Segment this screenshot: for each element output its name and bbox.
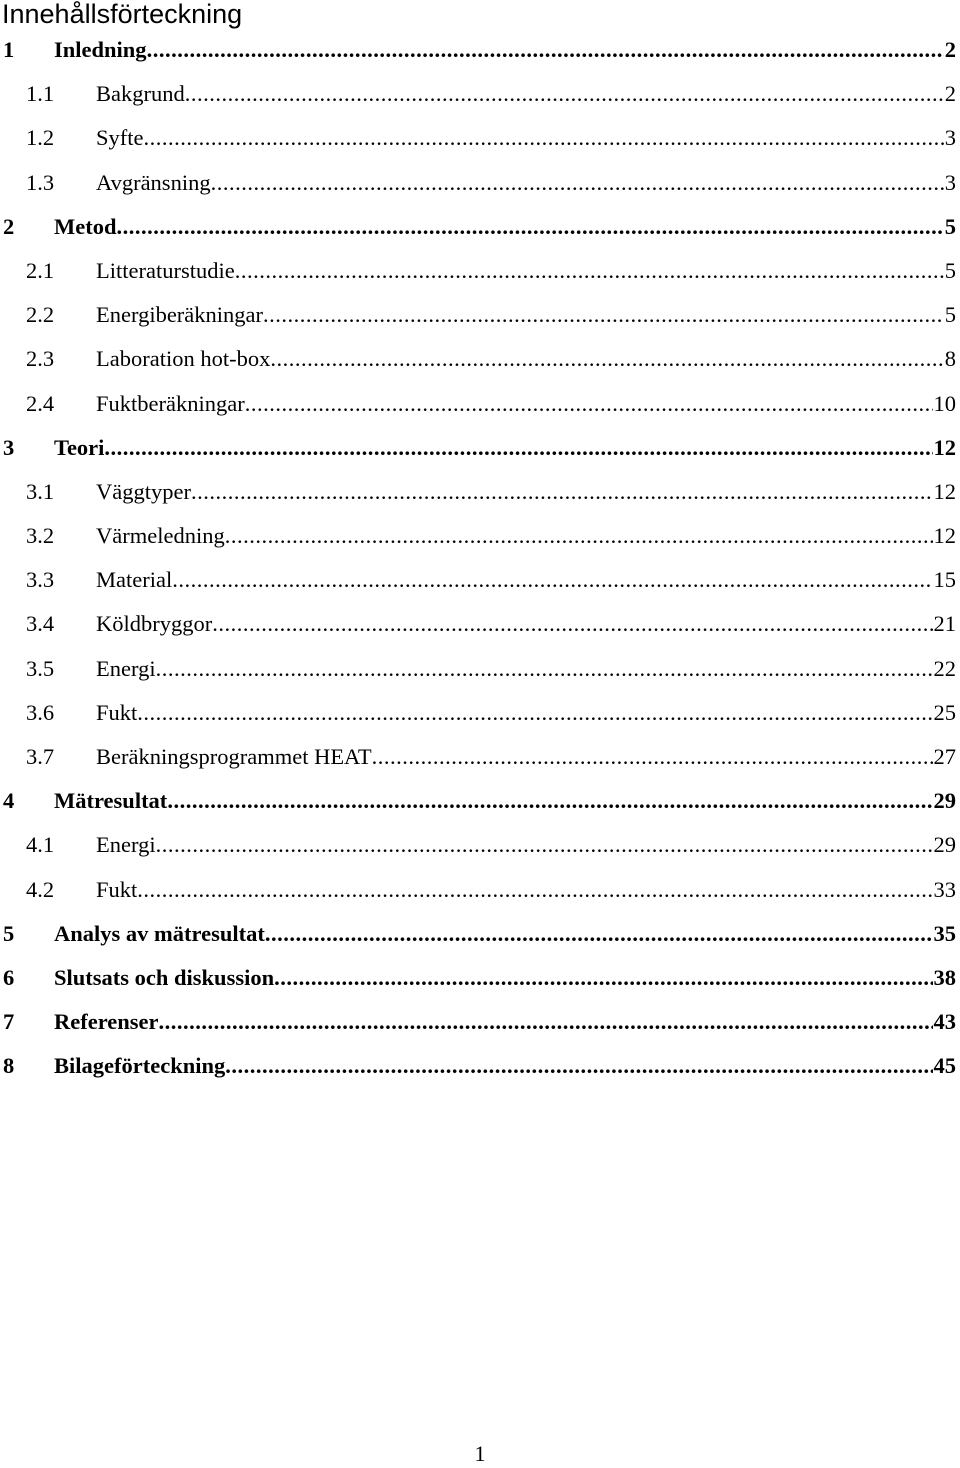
toc-section-entry[interactable]	[0, 735, 960, 779]
toc-entry-number: 3.3	[26, 567, 55, 593]
toc-entry-page: 3	[944, 125, 956, 151]
toc-entry-row	[96, 293, 956, 337]
toc-chapter-entry[interactable]	[0, 956, 960, 1000]
toc-entry-number: 1	[3, 37, 15, 62]
dot-leader	[172, 558, 932, 602]
toc-entry-number: 2.1	[26, 257, 55, 283]
toc-chapter-entry[interactable]	[0, 1044, 960, 1088]
toc-entry-row	[54, 1044, 956, 1088]
toc-entry-label: Bakgrund	[96, 81, 185, 107]
toc-section-entry[interactable]	[0, 249, 960, 293]
toc-entry-row	[96, 161, 956, 205]
toc-entry-row	[96, 602, 956, 646]
toc-section-entry[interactable]	[0, 514, 960, 558]
toc-entry-page: 5	[944, 302, 956, 328]
dot-leader	[116, 205, 943, 249]
toc-entry-label: Avgränsning	[96, 169, 211, 195]
toc-entry-label: Litteraturstudie	[96, 257, 235, 283]
toc-section-entry[interactable]	[0, 602, 960, 646]
toc-entry-row	[96, 249, 956, 293]
dot-leader	[156, 823, 933, 867]
toc-entry-label: Fuktberäkningar	[96, 390, 245, 416]
toc-section-entry[interactable]	[0, 161, 960, 205]
toc-entry-page: 45	[933, 1053, 956, 1079]
toc-entry-label: Beräkningsprogrammet HEAT	[96, 744, 372, 769]
toc-entry-page: 35	[933, 920, 956, 946]
toc-entry-label: Mätresultat	[54, 788, 168, 814]
toc-entry-row	[54, 779, 956, 823]
dot-leader	[159, 1000, 933, 1044]
toc-entry-page: 43	[933, 1009, 956, 1035]
toc-entry-page: 25	[933, 699, 956, 725]
toc-entry-number: 4.1	[26, 832, 55, 858]
toc-entry-label: Fukt	[96, 876, 138, 902]
toc-entry-number: 3.4	[26, 611, 55, 637]
toc-chapter-entry[interactable]	[0, 426, 960, 470]
toc-entry-number: 1.1	[26, 81, 55, 107]
toc-entry-page: 22	[933, 655, 956, 681]
toc-entry-page: 12	[933, 434, 956, 460]
dot-leader	[167, 779, 932, 823]
toc-entry-number: 3.6	[26, 699, 55, 725]
toc-entry-number: 8	[3, 1053, 15, 1079]
toc-entry-number: 2.3	[26, 346, 55, 372]
toc-entry-row	[96, 72, 956, 116]
toc-entry-row	[96, 691, 956, 735]
toc-entry-label: Syfte	[96, 125, 144, 151]
toc-entry-label: Värmeledning	[96, 523, 225, 549]
toc-entry-number: 4.2	[26, 876, 55, 902]
toc-entry-number: 3.5	[26, 655, 55, 681]
toc-entry-page: 27	[933, 744, 956, 769]
toc-entry-label: Analys av mätresultat	[54, 920, 265, 946]
dot-leader	[156, 647, 933, 691]
toc-chapter-entry[interactable]	[0, 912, 960, 956]
toc-entry-page: 10	[933, 390, 956, 416]
toc-entry-label: Inledning	[54, 37, 147, 62]
toc-entry-page: 12	[933, 478, 956, 504]
toc-entry-page: 5	[944, 213, 956, 239]
toc-entry-row	[96, 470, 956, 514]
toc-entry-number: 2.4	[26, 390, 55, 416]
toc-entry-label: Slutsats och diskussion	[54, 964, 275, 990]
toc-entry-label: Energi	[96, 832, 156, 858]
toc-entry-page: 21	[933, 611, 956, 637]
toc-entry-row	[54, 912, 956, 956]
toc-entry-row	[96, 647, 956, 691]
toc-entry-number: 4	[3, 788, 15, 814]
toc-entry-label: Laboration hot-box	[96, 346, 271, 372]
toc-entry-number: 3.1	[26, 478, 55, 504]
toc-entry-label: Fukt	[96, 699, 138, 725]
toc-section-entry[interactable]	[0, 72, 960, 116]
toc-entry-page: 2	[944, 37, 956, 62]
dot-leader	[372, 735, 933, 779]
toc-chapter-entry[interactable]	[0, 779, 960, 823]
dot-leader	[225, 1044, 932, 1088]
toc-section-entry[interactable]	[0, 823, 960, 867]
toc-entry-number: 1.2	[26, 125, 55, 151]
toc-section-entry[interactable]	[0, 116, 960, 160]
dot-leader	[235, 249, 944, 293]
dot-leader	[185, 72, 944, 116]
toc-section-entry[interactable]	[0, 337, 960, 381]
dot-leader	[263, 293, 944, 337]
dot-leader	[137, 691, 932, 735]
dot-leader	[137, 868, 932, 912]
toc-chapter-entry[interactable]	[0, 205, 960, 249]
dot-leader	[104, 426, 932, 470]
dot-leader	[225, 514, 933, 558]
toc-entry-row	[96, 823, 956, 867]
toc-entry-number: 3	[3, 434, 15, 460]
dot-leader	[212, 602, 932, 646]
toc-entry-row	[96, 382, 956, 426]
toc-section-entry[interactable]	[0, 382, 960, 426]
toc-entry-label: Köldbryggor	[96, 611, 213, 637]
toc-entry-label: Bilageförteckning	[54, 1053, 226, 1079]
dot-leader	[274, 956, 932, 1000]
toc-entry-number: 3.2	[26, 523, 55, 549]
toc-entry-page: 15	[933, 567, 956, 593]
toc-section-entry[interactable]	[0, 691, 960, 735]
toc-entry-page: 5	[944, 257, 956, 283]
dot-leader	[144, 116, 944, 160]
toc-entry-number: 1.3	[26, 169, 55, 195]
toc-entry-page: 3	[944, 169, 956, 195]
toc-entry-label: Energiberäkningar	[96, 302, 264, 328]
toc-entry-row	[54, 426, 956, 470]
toc-section-entry[interactable]	[0, 647, 960, 691]
toc-entry-row	[96, 514, 956, 558]
toc-entry-row	[54, 1000, 956, 1044]
page-title: Innehållsförteckning	[2, 0, 243, 29]
page-number: 1	[474, 1441, 486, 1466]
toc-entry-row	[54, 28, 956, 72]
toc-entry-row	[96, 735, 956, 779]
toc-entry-number: 2.2	[26, 302, 55, 328]
toc-entry-row	[54, 205, 956, 249]
toc-chapter-entry[interactable]	[0, 28, 960, 72]
dot-leader	[191, 470, 933, 514]
toc-entry-label: Referenser	[54, 1009, 159, 1035]
toc-entry-page: 8	[944, 346, 956, 372]
toc-entry-number: 5	[3, 920, 15, 946]
dot-leader	[270, 337, 943, 381]
toc-entry-label: Väggtyper	[96, 478, 191, 504]
toc-entry-number: 7	[3, 1009, 15, 1035]
toc-entry-page: 2	[944, 81, 956, 107]
toc-entry-page: 33	[933, 876, 956, 902]
toc-entry-row	[96, 868, 956, 912]
toc-entry-page: 29	[933, 788, 956, 814]
toc-section-entry[interactable]	[0, 558, 960, 602]
toc-entry-label: Energi	[96, 655, 156, 681]
toc-entry-row	[96, 337, 956, 381]
toc-entry-label: Teori	[54, 434, 105, 460]
toc-entry-row	[54, 956, 956, 1000]
dot-leader	[147, 28, 944, 72]
toc-entry-row	[96, 116, 956, 160]
toc-entry-number: 2	[3, 213, 15, 239]
toc-section-entry[interactable]	[0, 293, 960, 337]
toc-entry-label: Material	[96, 567, 173, 593]
dot-leader	[265, 912, 933, 956]
dot-leader	[245, 382, 933, 426]
toc-entry-page: 12	[933, 523, 956, 549]
toc-entry-row	[96, 558, 956, 602]
toc-section-entry[interactable]	[0, 868, 960, 912]
toc-chapter-entry[interactable]	[0, 1000, 960, 1044]
toc-entry-number: 3.7	[26, 744, 55, 769]
dot-leader	[211, 161, 944, 205]
toc-entry-number: 6	[3, 964, 15, 990]
toc-entry-page: 38	[933, 964, 956, 990]
toc-section-entry[interactable]	[0, 470, 960, 514]
table-of-contents	[0, 28, 960, 1089]
toc-entry-label: Metod	[54, 213, 117, 239]
toc-entry-page: 29	[933, 832, 956, 858]
